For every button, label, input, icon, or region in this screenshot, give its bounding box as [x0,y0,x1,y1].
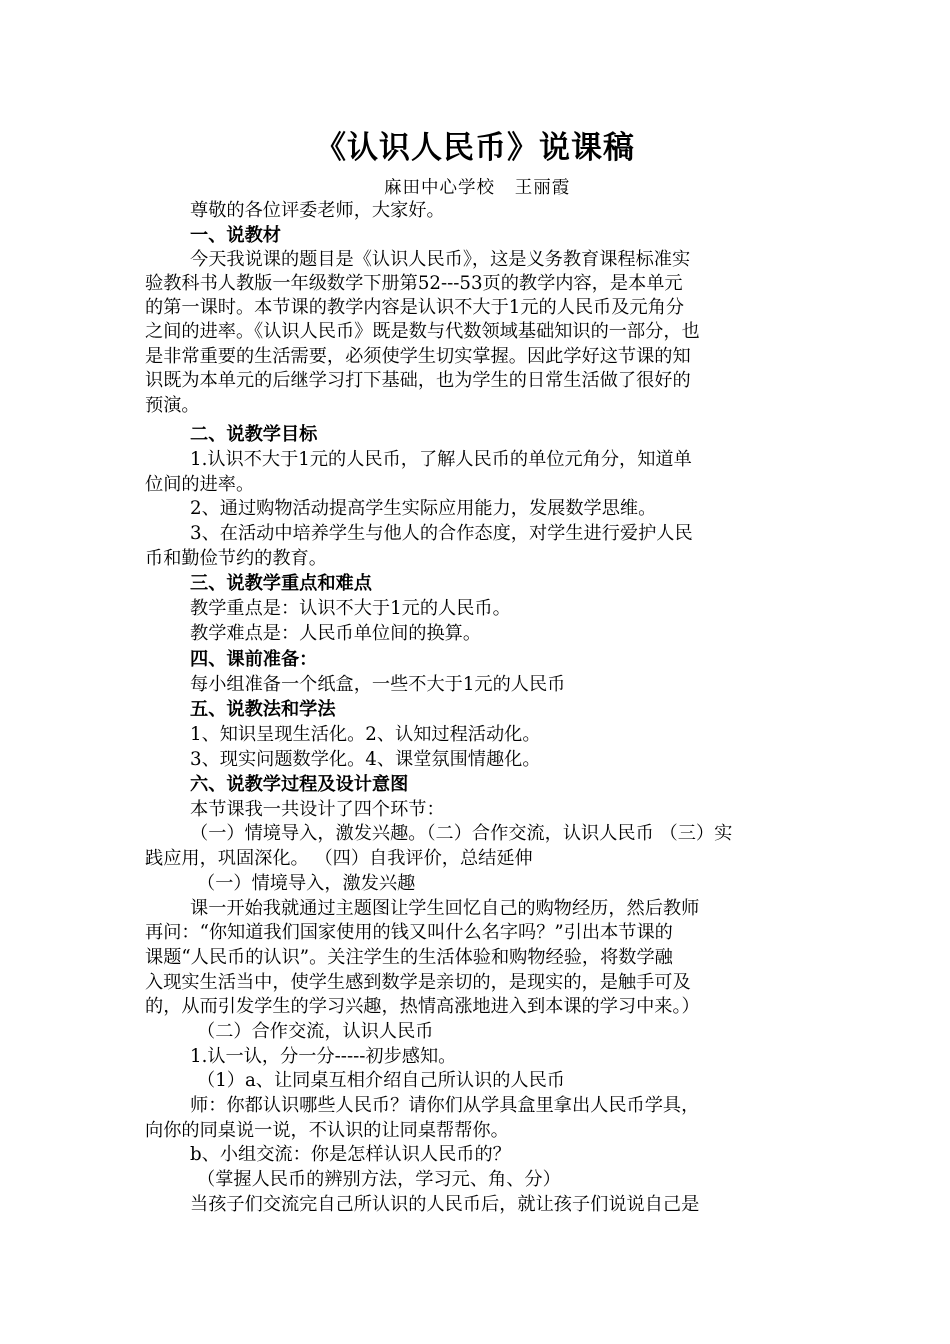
paragraph-line: 3、现实问题数学化。4、课堂氛围情趣化。 [190,749,541,770]
subsection-heading: （二）合作交流，认识人民币 [197,1021,434,1042]
paragraph-line: 预演。 [145,395,200,416]
paragraph-line: 是非常重要的生活需要，必须使学生切实掌握。因此学好这节课的知 [145,346,691,367]
paragraph-line: 入现实生活当中，使学生感到数学是亲切的，是现实的，是触手可及 [145,972,691,993]
paragraph-line: （1）a、让同桌互相介绍自己所认识的人民币 [197,1070,565,1091]
paragraph-line: 验教科书人教版一年级数学下册第52---53页的教学内容，是本单元 [145,273,683,294]
greeting-line: 尊敬的各位评委老师，大家好。 [190,200,445,221]
document-title: 《认识人民币》说课稿 [315,130,635,166]
paragraph-line: 师：你都认识哪些人民币？请你们从学具盒里拿出人民币学具， [190,1095,700,1116]
section-heading: 四、课前准备： [190,649,318,670]
paragraph-line: 再问：“你知道我们国家使用的钱又叫什么名字吗？”引出本节课的 [145,922,673,943]
paragraph-line: 践应用，巩固深化。 （四）自我评价，总结延伸 [145,848,533,869]
section-heading: 二、说教学目标 [190,424,318,445]
paragraph-line: b、小组交流：你是怎样认识人民币的？ [190,1144,511,1165]
paragraph-line: 币和勤俭节约的教育。 [145,548,327,569]
paragraph-line: 2、通过购物活动提高学生实际应用能力，发展数学思维。 [190,498,657,519]
paragraph-line: 教学难点是：人民币单位间的换算。 [190,623,482,644]
paragraph-line: 向你的同桌说一说，不认识的让同桌帮帮你。 [145,1120,509,1141]
paragraph-line: （掌握人民币的辨别方法，学习元、角、分） [197,1169,561,1190]
paragraph-line: 课一开始我就通过主题图让学生回忆自己的购物经历，然后教师 [190,898,700,919]
paragraph-line: 识既为本单元的后继学习打下基础，也为学生的日常生活做了很好的 [145,370,691,391]
paragraph-line: 3、在活动中培养学生与他人的合作态度，对学生进行爱护人民 [190,523,693,544]
paragraph-line: 当孩子们交流完自己所认识的人民币后，就让孩子们说说自己是 [190,1194,700,1215]
paragraph-line: （一）情境导入，激发兴趣。（二）合作交流，认识人民币 （三）实 [190,823,733,844]
section-heading: 六、说教学过程及设计意图 [190,774,409,795]
paragraph-line: 之间的进率。《认识人民币》既是数与代数领域基础知识的一部分，也 [145,321,700,342]
section-heading: 五、说教法和学法 [190,699,336,720]
paragraph-line: 本节课我一共设计了四个环节： [190,799,445,820]
paragraph-line: 位间的进率。 [145,474,255,495]
paragraph-line: 1、知识呈现生活化。2、认知过程活动化。 [190,724,541,745]
paragraph-line: 今天我说课的题目是《认识人民币》，这是义务教育课程标准实 [190,249,691,270]
author-line: 麻田中心学校 王丽霞 [384,178,571,198]
section-heading: 一、说教材 [190,225,281,246]
paragraph-line: 1.认识不大于1元的人民币，了解人民币的单位元角分，知道单 [190,449,692,470]
subsection-heading: （一）情境导入，激发兴趣 [197,873,416,894]
section-heading: 三、说教学重点和难点 [190,573,372,594]
paragraph-line: 的，从而引发学生的学习兴趣，热情高涨地进入到本课的学习中来。） [145,996,700,1017]
paragraph-line: 课题“人民币的认识”。关注学生的生活体验和购物经验，将数学融 [145,947,673,968]
paragraph-line: 教学重点是：认识不大于1元的人民币。 [190,598,511,619]
paragraph-line: 1.认一认，分一分-----初步感知。 [190,1046,457,1067]
paragraph-line: 的第一课时。本节课的教学内容是认识不大于1元的人民币及元角分 [145,297,685,318]
paragraph-line: 每小组准备一个纸盒，一些不大于1元的人民币 [190,674,566,695]
